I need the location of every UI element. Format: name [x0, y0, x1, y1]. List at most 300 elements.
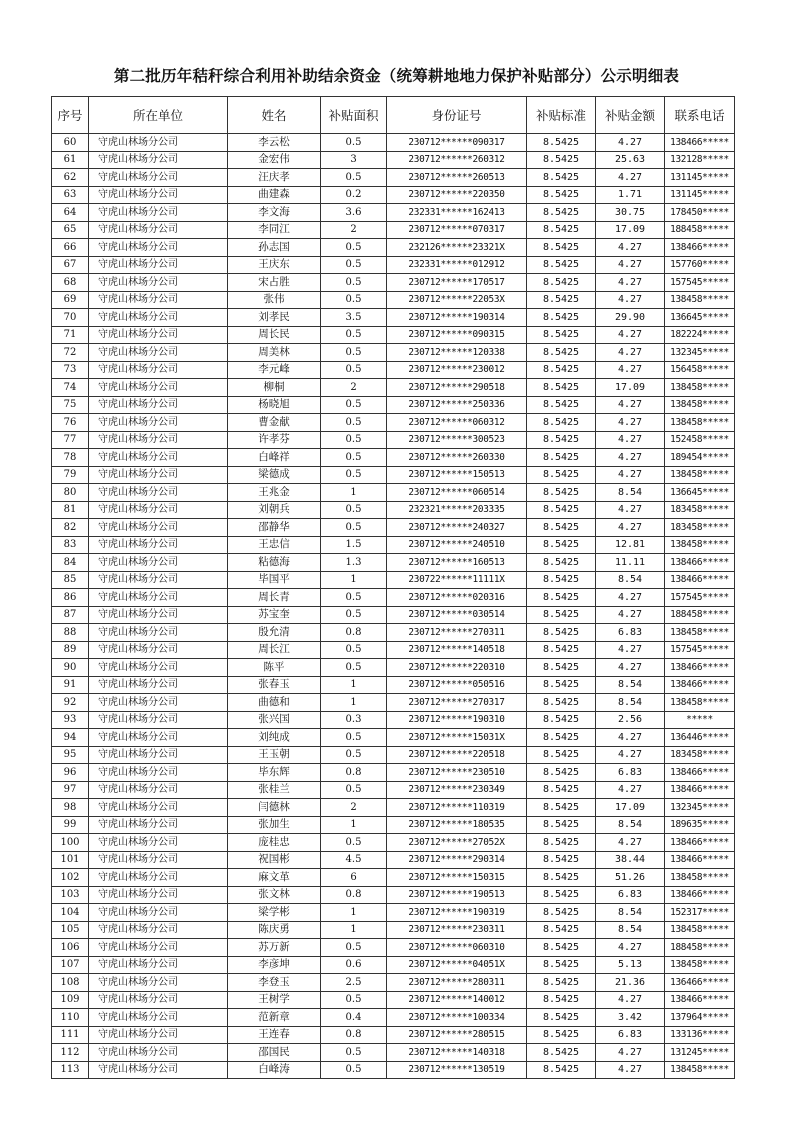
header-index: 序号 — [52, 97, 89, 134]
cell-name: 白峰祥 — [228, 449, 321, 467]
cell-standard: 8.5425 — [527, 676, 596, 694]
cell-name: 刘朝兵 — [228, 501, 321, 519]
table-row — [52, 799, 735, 817]
cell-standard: 8.5425 — [527, 624, 596, 642]
cell-area: 0.5 — [321, 729, 387, 747]
table-row — [52, 921, 735, 939]
cell-name: 汪庆孝 — [228, 169, 321, 187]
cell-index: 111 — [52, 1026, 89, 1044]
cell-name: 孙志国 — [228, 239, 321, 257]
cell-unit: 守虎山林场分公司 — [89, 921, 228, 939]
cell-id-number: 230712******270317 — [387, 694, 527, 712]
table-row — [52, 501, 735, 519]
cell-area: 0.8 — [321, 764, 387, 782]
cell-name: 张加生 — [228, 816, 321, 834]
cell-name: 周长民 — [228, 326, 321, 344]
cell-phone: 138458***** — [665, 291, 735, 309]
cell-index: 68 — [52, 274, 89, 292]
cell-amount: 4.27 — [596, 1061, 665, 1079]
cell-index: 82 — [52, 519, 89, 537]
cell-standard: 8.5425 — [527, 904, 596, 922]
cell-name: 李彦坤 — [228, 956, 321, 974]
cell-index: 96 — [52, 764, 89, 782]
cell-area: 1 — [321, 676, 387, 694]
cell-area: 0.5 — [321, 169, 387, 187]
cell-standard: 8.5425 — [527, 309, 596, 327]
cell-area: 0.5 — [321, 256, 387, 274]
cell-index: 109 — [52, 991, 89, 1009]
cell-amount: 12.81 — [596, 536, 665, 554]
cell-name: 邵国民 — [228, 1044, 321, 1062]
cell-phone: 138458***** — [665, 379, 735, 397]
cell-index: 97 — [52, 781, 89, 799]
cell-standard: 8.5425 — [527, 536, 596, 554]
header-phone: 联系电话 — [665, 97, 735, 134]
table-row — [52, 606, 735, 624]
cell-id-number: 230712******130519 — [387, 1061, 527, 1079]
cell-phone: 183458***** — [665, 501, 735, 519]
cell-name: 杨晓旭 — [228, 396, 321, 414]
cell-unit: 守虎山林场分公司 — [89, 659, 228, 677]
cell-unit: 守虎山林场分公司 — [89, 1026, 228, 1044]
table-row — [52, 886, 735, 904]
cell-id-number: 230712******220350 — [387, 186, 527, 204]
table-row — [52, 134, 735, 152]
cell-name: 梁学彬 — [228, 904, 321, 922]
cell-id-number: 230712******240327 — [387, 519, 527, 537]
cell-id-number: 230722******11111X — [387, 571, 527, 589]
cell-standard: 8.5425 — [527, 169, 596, 187]
cell-id-number: 230712******300523 — [387, 431, 527, 449]
cell-area: 0.5 — [321, 239, 387, 257]
cell-id-number: 230712******050516 — [387, 676, 527, 694]
cell-index: 78 — [52, 449, 89, 467]
cell-area: 0.5 — [321, 519, 387, 537]
cell-phone: 183458***** — [665, 746, 735, 764]
cell-standard: 8.5425 — [527, 204, 596, 222]
header-standard: 补贴标准 — [527, 97, 596, 134]
table-row — [52, 256, 735, 274]
cell-unit: 守虎山林场分公司 — [89, 221, 228, 239]
cell-area: 0.5 — [321, 134, 387, 152]
cell-amount: 4.27 — [596, 659, 665, 677]
cell-name: 刘孝民 — [228, 309, 321, 327]
cell-standard: 8.5425 — [527, 379, 596, 397]
cell-name: 粘德海 — [228, 554, 321, 572]
table-row — [52, 624, 735, 642]
cell-area: 0.5 — [321, 501, 387, 519]
cell-area: 2 — [321, 799, 387, 817]
cell-id-number: 230712******160513 — [387, 554, 527, 572]
cell-unit: 守虎山林场分公司 — [89, 466, 228, 484]
cell-id-number: 230712******270311 — [387, 624, 527, 642]
cell-name: 李文海 — [228, 204, 321, 222]
table-row — [52, 834, 735, 852]
cell-unit: 守虎山林场分公司 — [89, 711, 228, 729]
cell-name: 闫德林 — [228, 799, 321, 817]
table-row — [52, 991, 735, 1009]
cell-standard: 8.5425 — [527, 256, 596, 274]
cell-index: 110 — [52, 1009, 89, 1027]
cell-index: 112 — [52, 1044, 89, 1062]
cell-amount: 6.83 — [596, 624, 665, 642]
cell-standard: 8.5425 — [527, 921, 596, 939]
cell-unit: 守虎山林场分公司 — [89, 519, 228, 537]
cell-unit: 守虎山林场分公司 — [89, 1061, 228, 1079]
cell-area: 0.5 — [321, 991, 387, 1009]
cell-phone: 136466***** — [665, 974, 735, 992]
cell-index: 76 — [52, 414, 89, 432]
cell-unit: 守虎山林场分公司 — [89, 431, 228, 449]
cell-name: 苏万新 — [228, 939, 321, 957]
cell-id-number: 230712******150315 — [387, 869, 527, 887]
cell-id-number: 230712******220518 — [387, 746, 527, 764]
cell-standard: 8.5425 — [527, 501, 596, 519]
cell-id-number: 230712******190314 — [387, 309, 527, 327]
cell-id-number: 230712******030514 — [387, 606, 527, 624]
cell-phone: 157545***** — [665, 589, 735, 607]
cell-standard: 8.5425 — [527, 781, 596, 799]
cell-standard: 8.5425 — [527, 746, 596, 764]
cell-id-number: 230712******090315 — [387, 326, 527, 344]
cell-amount: 4.27 — [596, 396, 665, 414]
cell-id-number: 232331******162413 — [387, 204, 527, 222]
cell-id-number: 230712******150513 — [387, 466, 527, 484]
cell-phone: 138458***** — [665, 536, 735, 554]
cell-unit: 守虎山林场分公司 — [89, 554, 228, 572]
cell-unit: 守虎山林场分公司 — [89, 326, 228, 344]
cell-area: 6 — [321, 869, 387, 887]
cell-index: 69 — [52, 291, 89, 309]
cell-amount: 4.27 — [596, 326, 665, 344]
cell-index: 108 — [52, 974, 89, 992]
cell-index: 100 — [52, 834, 89, 852]
cell-phone: 189635***** — [665, 816, 735, 834]
cell-area: 0.5 — [321, 361, 387, 379]
cell-phone: 136645***** — [665, 309, 735, 327]
cell-area: 0.5 — [321, 641, 387, 659]
cell-area: 1 — [321, 816, 387, 834]
cell-standard: 8.5425 — [527, 239, 596, 257]
cell-index: 60 — [52, 134, 89, 152]
cell-standard: 8.5425 — [527, 886, 596, 904]
cell-id-number: 230712******220310 — [387, 659, 527, 677]
cell-amount: 17.09 — [596, 221, 665, 239]
table-row — [52, 746, 735, 764]
cell-area: 0.5 — [321, 781, 387, 799]
cell-id-number: 230712******04051X — [387, 956, 527, 974]
cell-phone: 182224***** — [665, 326, 735, 344]
table-row — [52, 589, 735, 607]
table-body — [52, 134, 735, 1079]
cell-phone: 188458***** — [665, 606, 735, 624]
table-row — [52, 396, 735, 414]
cell-name: 祝国彬 — [228, 851, 321, 869]
cell-standard: 8.5425 — [527, 974, 596, 992]
cell-unit: 守虎山林场分公司 — [89, 204, 228, 222]
table-row — [52, 956, 735, 974]
cell-index: 84 — [52, 554, 89, 572]
cell-phone: 138458***** — [665, 921, 735, 939]
cell-index: 92 — [52, 694, 89, 712]
cell-name: 毕东辉 — [228, 764, 321, 782]
cell-name: 张兴国 — [228, 711, 321, 729]
cell-standard: 8.5425 — [527, 221, 596, 239]
cell-id-number: 232321******203335 — [387, 501, 527, 519]
cell-index: 73 — [52, 361, 89, 379]
cell-standard: 8.5425 — [527, 729, 596, 747]
cell-unit: 守虎山林场分公司 — [89, 676, 228, 694]
table-row — [52, 939, 735, 957]
cell-unit: 守虎山林场分公司 — [89, 256, 228, 274]
cell-standard: 8.5425 — [527, 816, 596, 834]
cell-unit: 守虎山林场分公司 — [89, 449, 228, 467]
table-header — [52, 97, 735, 134]
cell-unit: 守虎山林场分公司 — [89, 956, 228, 974]
cell-amount: 4.27 — [596, 431, 665, 449]
cell-id-number: 230712******240510 — [387, 536, 527, 554]
cell-standard: 8.5425 — [527, 834, 596, 852]
cell-phone: 136446***** — [665, 729, 735, 747]
cell-unit: 守虎山林场分公司 — [89, 834, 228, 852]
cell-phone: 138466***** — [665, 239, 735, 257]
cell-standard: 8.5425 — [527, 869, 596, 887]
cell-index: 90 — [52, 659, 89, 677]
cell-phone: 138458***** — [665, 624, 735, 642]
table-row — [52, 239, 735, 257]
cell-name: 王玉朝 — [228, 746, 321, 764]
cell-phone: 138466***** — [665, 554, 735, 572]
header-unit: 所在单位 — [89, 97, 228, 134]
cell-standard: 8.5425 — [527, 414, 596, 432]
cell-name: 麻文革 — [228, 869, 321, 887]
cell-amount: 8.54 — [596, 484, 665, 502]
cell-amount: 2.56 — [596, 711, 665, 729]
cell-standard: 8.5425 — [527, 1061, 596, 1079]
cell-unit: 守虎山林场分公司 — [89, 746, 228, 764]
cell-area: 2 — [321, 221, 387, 239]
cell-index: 62 — [52, 169, 89, 187]
header-id-number: 身份证号 — [387, 97, 527, 134]
cell-id-number: 230712******190319 — [387, 904, 527, 922]
cell-standard: 8.5425 — [527, 641, 596, 659]
cell-phone: 133136***** — [665, 1026, 735, 1044]
cell-unit: 守虎山林场分公司 — [89, 291, 228, 309]
cell-area: 0.5 — [321, 1061, 387, 1079]
cell-phone: 132345***** — [665, 799, 735, 817]
cell-area: 1 — [321, 694, 387, 712]
cell-area: 2.5 — [321, 974, 387, 992]
cell-phone: 157545***** — [665, 274, 735, 292]
cell-unit: 守虎山林场分公司 — [89, 344, 228, 362]
cell-index: 99 — [52, 816, 89, 834]
cell-amount: 6.83 — [596, 1026, 665, 1044]
cell-area: 0.4 — [321, 1009, 387, 1027]
cell-unit: 守虎山林场分公司 — [89, 816, 228, 834]
cell-id-number: 232126******23321X — [387, 239, 527, 257]
cell-id-number: 230712******250336 — [387, 396, 527, 414]
cell-amount: 51.26 — [596, 869, 665, 887]
cell-phone: 132345***** — [665, 344, 735, 362]
cell-index: 80 — [52, 484, 89, 502]
cell-amount: 4.27 — [596, 606, 665, 624]
table-row — [52, 1009, 735, 1027]
cell-phone: 138466***** — [665, 991, 735, 1009]
table-row — [52, 904, 735, 922]
cell-index: 87 — [52, 606, 89, 624]
cell-amount: 4.27 — [596, 414, 665, 432]
cell-area: 0.5 — [321, 291, 387, 309]
cell-id-number: 230712******190513 — [387, 886, 527, 904]
cell-name: 梁德成 — [228, 466, 321, 484]
cell-area: 1 — [321, 921, 387, 939]
cell-area: 3.6 — [321, 204, 387, 222]
cell-amount: 25.63 — [596, 151, 665, 169]
cell-unit: 守虎山林场分公司 — [89, 379, 228, 397]
cell-unit: 守虎山林场分公司 — [89, 991, 228, 1009]
cell-id-number: 230712******090317 — [387, 134, 527, 152]
cell-id-number: 230712******110319 — [387, 799, 527, 817]
table-row — [52, 694, 735, 712]
cell-index: 63 — [52, 186, 89, 204]
cell-index: 83 — [52, 536, 89, 554]
cell-unit: 守虎山林场分公司 — [89, 624, 228, 642]
cell-phone: 183458***** — [665, 519, 735, 537]
table-row — [52, 431, 735, 449]
cell-standard: 8.5425 — [527, 1009, 596, 1027]
cell-index: 104 — [52, 904, 89, 922]
table-row — [52, 571, 735, 589]
cell-phone: 152317***** — [665, 904, 735, 922]
cell-phone: ***** — [665, 711, 735, 729]
cell-index: 93 — [52, 711, 89, 729]
cell-amount: 6.83 — [596, 886, 665, 904]
table-row — [52, 274, 735, 292]
cell-name: 陈平 — [228, 659, 321, 677]
table-row — [52, 204, 735, 222]
cell-id-number: 230712******070317 — [387, 221, 527, 239]
table-row — [52, 484, 735, 502]
cell-name: 王树学 — [228, 991, 321, 1009]
cell-index: 89 — [52, 641, 89, 659]
cell-index: 113 — [52, 1061, 89, 1079]
cell-unit: 守虎山林场分公司 — [89, 169, 228, 187]
cell-phone: 136645***** — [665, 484, 735, 502]
cell-area: 0.5 — [321, 659, 387, 677]
cell-index: 105 — [52, 921, 89, 939]
table-row — [52, 291, 735, 309]
cell-standard: 8.5425 — [527, 484, 596, 502]
cell-phone: 138466***** — [665, 676, 735, 694]
cell-unit: 守虎山林场分公司 — [89, 886, 228, 904]
cell-amount: 4.27 — [596, 781, 665, 799]
cell-standard: 8.5425 — [527, 361, 596, 379]
table-row — [52, 361, 735, 379]
cell-amount: 4.27 — [596, 291, 665, 309]
cell-name: 曲建森 — [228, 186, 321, 204]
cell-area: 0.8 — [321, 624, 387, 642]
cell-area: 0.3 — [321, 711, 387, 729]
cell-index: 85 — [52, 571, 89, 589]
cell-amount: 8.54 — [596, 676, 665, 694]
cell-name: 王庆东 — [228, 256, 321, 274]
cell-id-number: 230712******290518 — [387, 379, 527, 397]
cell-unit: 守虎山林场分公司 — [89, 904, 228, 922]
cell-id-number: 230712******230349 — [387, 781, 527, 799]
cell-amount: 4.27 — [596, 169, 665, 187]
cell-id-number: 230712******190310 — [387, 711, 527, 729]
cell-name: 邵静华 — [228, 519, 321, 537]
table-row — [52, 221, 735, 239]
cell-area: 0.5 — [321, 431, 387, 449]
cell-unit: 守虎山林场分公司 — [89, 361, 228, 379]
cell-standard: 8.5425 — [527, 326, 596, 344]
cell-unit: 守虎山林场分公司 — [89, 309, 228, 327]
table-row — [52, 414, 735, 432]
cell-id-number: 230712******140518 — [387, 641, 527, 659]
cell-unit: 守虎山林场分公司 — [89, 414, 228, 432]
cell-id-number: 230712******290314 — [387, 851, 527, 869]
cell-amount: 4.27 — [596, 449, 665, 467]
cell-id-number: 230712******140012 — [387, 991, 527, 1009]
table-row — [52, 1026, 735, 1044]
cell-amount: 8.54 — [596, 904, 665, 922]
cell-name: 曹金献 — [228, 414, 321, 432]
cell-name: 苏宝奎 — [228, 606, 321, 624]
cell-area: 0.5 — [321, 939, 387, 957]
cell-amount: 4.27 — [596, 239, 665, 257]
cell-name: 刘纯成 — [228, 729, 321, 747]
cell-area: 0.5 — [321, 396, 387, 414]
cell-unit: 守虎山林场分公司 — [89, 501, 228, 519]
cell-index: 74 — [52, 379, 89, 397]
cell-amount: 4.27 — [596, 274, 665, 292]
cell-amount: 21.36 — [596, 974, 665, 992]
cell-phone: 131245***** — [665, 1044, 735, 1062]
cell-standard: 8.5425 — [527, 711, 596, 729]
cell-amount: 8.54 — [596, 694, 665, 712]
table-row — [52, 449, 735, 467]
cell-amount: 4.27 — [596, 501, 665, 519]
cell-index: 95 — [52, 746, 89, 764]
header-name: 姓名 — [228, 97, 321, 134]
cell-standard: 8.5425 — [527, 396, 596, 414]
cell-name: 周长江 — [228, 641, 321, 659]
table-row — [52, 466, 735, 484]
table-row — [52, 554, 735, 572]
cell-standard: 8.5425 — [527, 449, 596, 467]
cell-phone: 138458***** — [665, 396, 735, 414]
table-row — [52, 326, 735, 344]
cell-unit: 守虎山林场分公司 — [89, 729, 228, 747]
table-row — [52, 519, 735, 537]
table-row — [52, 151, 735, 169]
cell-amount: 5.13 — [596, 956, 665, 974]
cell-area: 0.5 — [321, 466, 387, 484]
cell-standard: 8.5425 — [527, 291, 596, 309]
cell-phone: 138458***** — [665, 466, 735, 484]
cell-area: 0.2 — [321, 186, 387, 204]
cell-amount: 4.27 — [596, 1044, 665, 1062]
cell-amount: 17.09 — [596, 379, 665, 397]
cell-id-number: 230712******120338 — [387, 344, 527, 362]
cell-amount: 4.27 — [596, 834, 665, 852]
header-amount: 补贴金额 — [596, 97, 665, 134]
cell-unit: 守虎山林场分公司 — [89, 974, 228, 992]
cell-name: 张伟 — [228, 291, 321, 309]
page-title: 第二批历年秸秆综合利用补助结余资金（统筹耕地地力保护补贴部分）公示明细表 — [113, 67, 680, 85]
cell-index: 86 — [52, 589, 89, 607]
